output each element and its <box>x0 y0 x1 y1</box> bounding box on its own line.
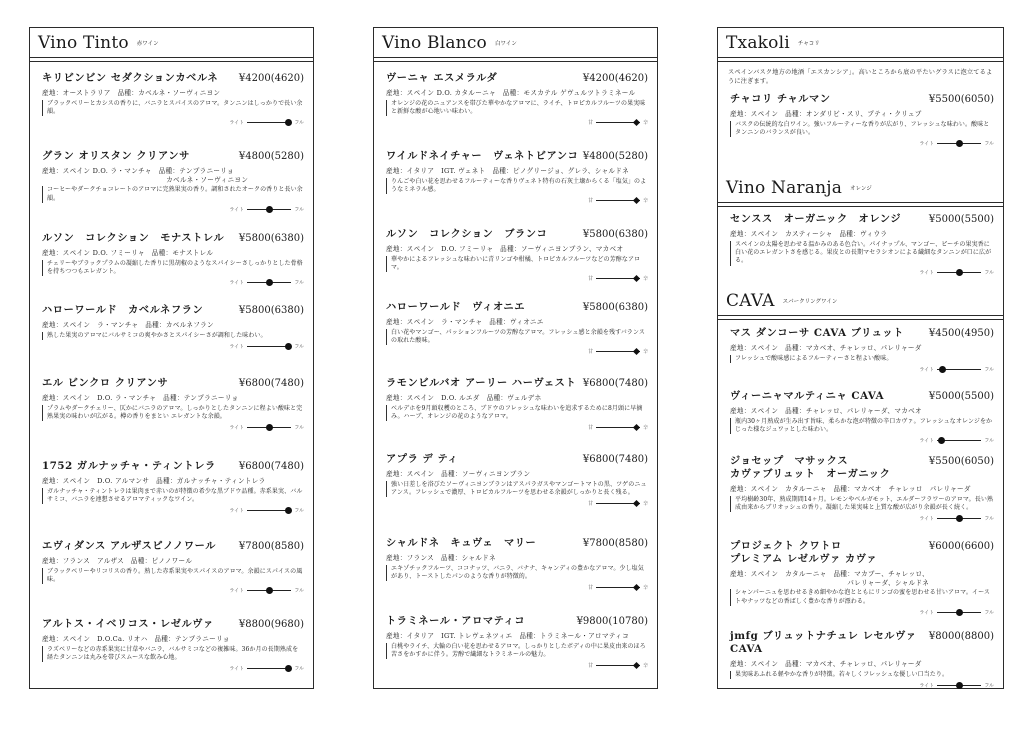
scale-left-label: ライト <box>229 588 245 595</box>
scale-track <box>937 612 981 613</box>
wine-description: ガルナッチャ・ティントレラは果肉まで赤いのが特徴の希少な黒ブドウ品種。赤系果実、バルサミコ、バニラを連想させるアロマティックなワイン。 <box>42 488 304 505</box>
taste-scale <box>730 437 994 444</box>
section-header <box>718 173 1003 203</box>
taste-scale <box>386 662 648 669</box>
section-header <box>718 28 1003 58</box>
wine-price: ¥5800(6380) <box>582 302 648 313</box>
scale-right-label: 辛 <box>642 198 648 205</box>
wine-description: エキゾチックフルーツ、ココナッツ、バニラ、バナナ、キャンディの豊かなアロマ。少し塩気があり、トーストしたパンのような香りが特徴的。 <box>386 565 648 582</box>
scale-left-label: ライト <box>229 508 245 515</box>
wine-name: ジョセップ マサックス カヴァブリュット オーガニック <box>730 455 891 480</box>
scale-marker <box>633 500 640 507</box>
scale-track <box>247 122 291 123</box>
wine-origin: 産地：スペイン 品種：マカベオ、チャレッロ、パレリャーダ <box>730 660 922 668</box>
scale-right-label: 辛 <box>642 425 648 432</box>
section-intro: スペインバスク地方の地酒「エスカンシア」。高いところから底の平たいグラスに泡立てるように注ぎます。 <box>728 69 993 85</box>
scale-right-label: 辛 <box>642 276 648 283</box>
wine-price: ¥7800(8580) <box>582 538 648 549</box>
scale-marker <box>956 682 963 689</box>
wine-header <box>386 453 648 466</box>
scale-right-label: 辛 <box>642 585 648 592</box>
scale-marker <box>956 609 963 616</box>
wine-description: ブラックベリーとカシスの香りに、バニラとスパイスのアロマ。タンニンはしっかりで長い余韻。 <box>42 100 304 117</box>
wine-origin: 産地：イタリア IGT. トレヴェネツィエ 品種：トラミネール・アロマティコ <box>386 632 629 640</box>
wine-name: シャルドネ キュヴェ マリー <box>386 537 537 549</box>
wine-description: 強い日差しを浴びたソーヴィニヨンブランはアスパラガスやマンゴートマトの黒、ツゲのニュアンス。フレッシュで濃厚、トロピカルフルーツを思わせる余韻がしっかりと長く残る。 <box>386 481 648 498</box>
wine-header <box>386 377 648 390</box>
wine-description: 白い花やマンゴー、パッションフルーツの芳醇なアロマ。フレッシュ感と余韻を残すバランスの取れた酸味。 <box>386 329 648 346</box>
scale-marker <box>285 343 292 350</box>
scale-marker <box>633 119 640 126</box>
wine-price: ¥5500(6050) <box>928 456 994 467</box>
wine-origin: 産地：スペイン ラ・マンチャ 品種：カベルネフラン <box>42 321 214 329</box>
wine-header <box>730 390 994 403</box>
scale-right-label: フル <box>984 438 994 445</box>
wine-item <box>730 455 994 522</box>
menu-panel-other <box>717 27 1004 689</box>
wine-item <box>42 232 304 286</box>
scale-left-label: 甘 <box>587 349 593 356</box>
wine-price: ¥6800(7480) <box>238 378 304 389</box>
wine-header <box>42 618 304 631</box>
wine-item <box>386 301 648 355</box>
wine-name: ワイルドネイチャー ヴェネトビアンコ <box>386 150 579 162</box>
wine-description: オレンジの花のニュアンスを帯びた華やかなアロマに、ライチ、トロピカルフルーツの果実味と新鮮な酸が心地いい味わい。 <box>386 100 648 117</box>
scale-track <box>937 685 981 686</box>
wine-header <box>42 150 304 163</box>
scale-marker <box>266 279 273 286</box>
scale-left-label: ライト <box>919 269 935 276</box>
wine-header <box>386 72 648 85</box>
scale-right-label: フル <box>984 367 994 373</box>
taste-scale <box>730 609 994 616</box>
wine-origin: 産地：スペイン D.O. ラ・マンチャ 品種：テンプラニーリョ カベルネ・ソーヴィニヨン <box>42 167 249 184</box>
wine-price: ¥4200(4620) <box>238 73 304 84</box>
scale-left-label: ライト <box>919 683 935 689</box>
scale-left-label: 甘 <box>587 198 593 205</box>
section-title: Txakoli <box>726 33 790 53</box>
scale-track <box>247 346 291 347</box>
scale-track <box>247 510 291 511</box>
scale-left-label: 甘 <box>587 425 593 432</box>
wine-item <box>730 213 994 276</box>
wine-name: グラン オリスタン クリアンサ <box>42 150 190 162</box>
scale-right-label: 辛 <box>642 663 648 670</box>
section-title: Vino Naranja <box>726 178 843 198</box>
wine-name: jmfg ブリュットナチュレ レセルヴァ CAVA <box>730 630 917 655</box>
scale-track <box>596 200 640 201</box>
wine-price: ¥9800(10780) <box>576 616 648 627</box>
wine-price: ¥5000(5500) <box>928 214 994 225</box>
wine-name: チャコリ チャルマン <box>730 93 831 105</box>
wine-origin: 産地：イタリア IGT. ヴェネト 品種：ピノグリージョ、グレラ、シャルドネ <box>386 167 629 175</box>
wine-price: ¥6800(7480) <box>582 378 648 389</box>
wine-price: ¥4800(5280) <box>238 151 304 162</box>
wine-price: ¥5000(5500) <box>928 391 994 402</box>
wine-description: ベルデホを9月頭収穫のところ、ブドウのフレッシュな味わいを追求するために8月頭に早摘み。ハーブ、オレンジの花のようなアロマ。 <box>386 405 648 422</box>
wine-name: ラモンビルバオ アーリー ハーヴェスト <box>386 377 577 389</box>
wine-header <box>730 630 994 656</box>
taste-scale <box>42 665 304 672</box>
wine-price: ¥4500(4950) <box>928 328 994 339</box>
scale-track <box>247 427 291 428</box>
scale-track <box>937 369 981 370</box>
scale-track <box>596 122 640 123</box>
scale-marker <box>266 587 273 594</box>
wine-price: ¥7800(8580) <box>238 541 304 552</box>
scale-marker <box>633 662 640 669</box>
taste-scale <box>730 682 994 689</box>
scale-track <box>937 518 981 519</box>
wine-item <box>42 540 304 594</box>
wine-price: ¥6800(7480) <box>582 454 648 465</box>
wine-description: ラズベリーなどの赤系果実に甘草やバニラ、バルサミコなどの複雑味。36か月の長期熟成を経たタンニンは丸みを帯びスムースな飲み心地。 <box>42 646 304 663</box>
scale-marker <box>285 665 292 672</box>
scale-marker <box>266 206 273 213</box>
wine-price: ¥6000(6600) <box>928 541 994 552</box>
wine-header <box>730 327 994 340</box>
wine-origin: 産地：スペイン D.O. アルマンサ 品種：ガルナッチャ・ティントレラ <box>42 477 266 485</box>
wine-item <box>42 460 304 514</box>
taste-scale <box>730 140 994 147</box>
wine-header <box>386 301 648 314</box>
wine-origin: 産地：スペイン 品種：ソーヴィニヨンブラン <box>386 470 531 478</box>
wine-price: ¥4800(5280) <box>582 151 648 162</box>
section-title: Vino Blanco <box>382 33 487 53</box>
wine-header <box>42 232 304 245</box>
wine-description: チェリーやブラックプラムの凝縮した香りに黒胡椒のようなスパイシーさしっかりとした骨格を持ちつつもエレガント。 <box>42 260 304 277</box>
scale-track <box>596 351 640 352</box>
wine-item <box>386 150 648 204</box>
scale-right-label: フル <box>294 588 304 595</box>
wine-description: フレッシュで酸味感によるフルーティーさと程よい酸味。 <box>730 355 994 363</box>
wine-item <box>386 453 648 507</box>
wine-name: センスス オーガニック オレンジ <box>730 213 902 225</box>
wine-origin: 産地：フランス アルザス 品種：ピノノワール <box>42 557 193 565</box>
scale-left-label: ライト <box>919 610 935 616</box>
wine-description: シャンパーニュを思わせるきめ細やかな泡とともにリンゴの蜜を思わせる甘いアロマ。イーストやナッツなどの香ばしく豊かな香りが漂わる。 <box>730 589 994 606</box>
scale-right-label: フル <box>294 280 304 287</box>
wine-name: プロジェクト クワトロ プレミアム レゼルヴァ カヴァ <box>730 540 878 565</box>
scale-right-label: フル <box>984 269 994 276</box>
wine-name: ハローワールド カベルネフラン <box>42 304 204 316</box>
section-title: Vino Tinto <box>38 33 129 53</box>
wine-name: ヴィーニャマルティニャ CAVA <box>730 390 885 402</box>
wine-name: エル ビンクロ クリアンサ <box>42 377 169 389</box>
wine-description: 華やかによるフレッシュな味わいに青リンゴや柑橘、トロピカルフルーツなどの芳醇なアロマ。 <box>386 256 648 273</box>
taste-scale <box>386 348 648 355</box>
scale-right-label: 辛 <box>642 349 648 356</box>
scale-marker <box>956 515 963 522</box>
wine-name: アプラ デ ティ <box>386 453 459 465</box>
section-subtitle: チャコリ <box>797 41 820 47</box>
wine-name: ハローワールド ヴィオニエ <box>386 301 526 313</box>
wine-header <box>42 540 304 553</box>
wine-header <box>386 228 648 241</box>
taste-scale <box>386 584 648 591</box>
wine-description: プラムやダークチェリー、仄かにバニラのアロマ。しっかりとしたタンニンに程よい酸味と完熟果実の味わいが広がる。樽の香りをまとい エレガントな余韻。 <box>42 405 304 422</box>
scale-track <box>247 590 291 591</box>
scale-marker <box>956 269 963 276</box>
section-subtitle: スパークリングワイン <box>782 299 838 305</box>
section-header <box>374 28 657 58</box>
scale-track <box>247 282 291 283</box>
section-title: CAVA <box>726 291 775 311</box>
taste-scale <box>386 197 648 204</box>
scale-left-label: ライト <box>229 344 245 350</box>
scale-right-label: フル <box>984 610 994 616</box>
scale-right-label: 辛 <box>642 120 648 127</box>
wine-item <box>42 150 304 213</box>
wine-price: ¥5800(6380) <box>238 233 304 244</box>
scale-marker <box>633 197 640 204</box>
scale-left-label: 甘 <box>587 276 593 283</box>
wine-name: トラミネール・アロマティコ <box>386 615 526 627</box>
scale-marker <box>939 366 946 373</box>
wine-header <box>386 615 648 628</box>
wine-origin: 産地：スペイン D.O.Ca. リオハ 品種：テンプラニーリョ <box>42 635 230 643</box>
scale-left-label: 甘 <box>587 501 593 508</box>
wine-header <box>42 72 304 85</box>
scale-marker <box>633 424 640 431</box>
scale-marker <box>956 140 963 147</box>
wine-price: ¥8000(8800) <box>928 631 994 642</box>
taste-scale <box>42 343 304 350</box>
wine-origin: 産地：スペイン D.O. フミーリャ 品種：ソーヴィニヨンブラン、マカベオ <box>386 245 624 253</box>
wine-origin: 産地：スペイン カスティーシャ 品種：ヴィウラ <box>730 230 888 238</box>
scale-track <box>937 272 981 273</box>
wine-description: りんごや白い花を思わせるフルーティーな香りヴェネト特有の石灰土壌からくる「塩気」のようなミネラル感。 <box>386 178 648 195</box>
wine-origin: 産地：スペイン D.O. カタルーニャ 品種：モスカテル ゲヴュルツトラミネール <box>386 89 636 97</box>
wine-header <box>42 304 304 317</box>
wine-name: ルソン コレクション モナストレル <box>42 232 225 244</box>
scale-marker <box>938 437 945 444</box>
wine-item <box>42 72 304 126</box>
wine-header <box>42 460 304 473</box>
wine-header <box>42 377 304 390</box>
wine-price: ¥8800(9680) <box>238 619 304 630</box>
wine-name: ルソン コレクション ブランコ <box>386 228 548 240</box>
taste-scale <box>730 515 994 522</box>
wine-description: 果実味あふれる軽やかな香りが特徴。若々しくフレッシュな優しい口当たり。 <box>730 671 994 679</box>
scale-track <box>937 143 981 144</box>
scale-track <box>596 503 640 504</box>
scale-right-label: フル <box>294 425 304 432</box>
scale-left-label: ライト <box>229 120 245 127</box>
taste-scale <box>42 507 304 514</box>
wine-name: ヴーニャ エスメラルダ <box>386 72 498 84</box>
scale-left-label: ライト <box>229 207 245 213</box>
taste-scale <box>386 275 648 282</box>
wine-origin: 産地：スペイン カタルーニャ 品種：マカブー、チャレッロ、 パレリャーダ、シャルドネ <box>730 570 930 587</box>
wine-price: ¥4200(4620) <box>582 73 648 84</box>
wine-item <box>386 615 648 669</box>
scale-track <box>596 278 640 279</box>
wine-name: エヴィダンス アルザスピノノワール <box>42 540 216 552</box>
wine-header <box>386 537 648 550</box>
wine-header <box>730 93 994 106</box>
taste-scale <box>386 500 648 507</box>
wine-item <box>730 93 994 147</box>
scale-track <box>596 665 640 666</box>
scale-track <box>937 440 981 441</box>
wine-description: 白桃やライチ、大輪の白い花を思わせるアロマ。しっかりとしたボディの中に果皮由来のほろ苦さをかすかに伴う。芳醇で繊細なトラミネールの魅力。 <box>386 643 648 660</box>
scale-marker <box>633 275 640 282</box>
wine-item <box>386 537 648 591</box>
scale-left-label: ライト <box>919 141 935 148</box>
taste-scale <box>386 119 648 126</box>
wine-description: 瓶内30ヶ月熟成が生み出す旨味、柔らかな泡が特徴の辛口カヴァ。フレッシュなオレンジをかじった様なジュワッとした味わい。 <box>730 418 994 435</box>
wine-price: ¥5500(6050) <box>928 94 994 105</box>
wine-description: コーヒーやダークチョコレートのアロマに完熟果実の香り。調和されたオークの香りと長い余韻。 <box>42 186 304 203</box>
wine-description: 熟した果実のアロマにバルサミコの爽やかさとスパイシーさが調和した味わい。 <box>42 332 304 340</box>
wine-origin: 産地：スペイン D.O. フミーリャ 品種：モナストレル <box>42 249 214 257</box>
scale-left-label: 甘 <box>587 585 593 592</box>
menu-panel-white <box>373 27 658 689</box>
scale-right-label: フル <box>294 344 304 350</box>
scale-right-label: フル <box>294 508 304 515</box>
wine-item <box>42 618 304 672</box>
wine-name: キリビンビン セダクションカベルネ <box>42 72 219 84</box>
scale-marker <box>633 584 640 591</box>
wine-origin: 産地：スペイン D.O. ラ・マンチャ 品種：テンプラニーリョ <box>42 394 239 402</box>
taste-scale <box>42 587 304 594</box>
scale-marker <box>633 348 640 355</box>
scale-left-label: ライト <box>229 280 245 287</box>
menu-panel-red <box>29 27 314 689</box>
wine-origin: 産地：スペイン ラ・マンチャ 品種：ヴィオニエ <box>386 318 544 326</box>
scale-left-label: ライト <box>919 438 935 445</box>
scale-right-label: フル <box>294 120 304 127</box>
section-subtitle: オレンジ <box>850 186 872 192</box>
scale-right-label: フル <box>984 141 994 148</box>
scale-left-label: 甘 <box>587 663 593 670</box>
wine-description: ブラックベリーやリコリスの香り。熟した赤系果実やスパイスのアロマ。余韻にスパイスの風味。 <box>42 568 304 585</box>
wine-description: スペインの太陽を思わせる温かみのある色合い。パイナップル、マンゴー、ピーチの果実香に白い花のエレガントさを感じる。果皮との長期マセラシオンによる繊細なタンニンが口に広がる。 <box>730 241 994 266</box>
section-subtitle: 白ワイン <box>494 41 517 47</box>
wine-header <box>730 213 994 226</box>
wine-name: アルトス・イベリコス・レゼルヴァ <box>42 618 214 630</box>
wine-name: 1752 ガルナッチャ・ティントレラ <box>42 460 216 472</box>
taste-scale <box>730 366 994 373</box>
wine-price: ¥5800(6380) <box>582 229 648 240</box>
wine-price: ¥6800(7480) <box>238 461 304 472</box>
taste-scale <box>42 119 304 126</box>
wine-item <box>730 390 994 444</box>
wine-item <box>386 72 648 126</box>
wine-origin: 産地：フランス 品種：シャルドネ <box>386 554 496 562</box>
wine-price: ¥5800(6380) <box>238 305 304 316</box>
scale-right-label: フル <box>294 666 304 673</box>
section-subtitle: 赤ワイン <box>136 41 159 47</box>
scale-marker <box>285 507 292 514</box>
scale-marker <box>285 119 292 126</box>
wine-origin: 産地：スペイン カタルーニャ 品種：マカベオ チャレッロ パレリャーダ <box>730 485 971 493</box>
wine-item <box>42 304 304 350</box>
scale-track <box>247 209 291 210</box>
scale-left-label: ライト <box>229 666 245 673</box>
wine-item <box>730 630 994 689</box>
wine-item <box>42 377 304 431</box>
wine-description: バスクの伝統的な白ワイン。強いフルーティーな香りが広がり、フレッシュな味わい。酸味とタンニンのバランスが良い。 <box>730 121 994 138</box>
scale-right-label: フル <box>294 207 304 213</box>
scale-right-label: フル <box>984 683 994 689</box>
scale-marker <box>266 424 273 431</box>
wine-item <box>730 540 994 616</box>
section-header <box>718 286 1003 316</box>
wine-item <box>730 327 994 373</box>
scale-left-label: 甘 <box>587 120 593 127</box>
wine-description: 平均樹齢30年、熟成期間14ヶ月。レモンやベルガモット、エルダーフラワーのアロマ。長い熟成由来からブリオッシュの香り。凝縮した果実味と上質な酸が広がり余韻が長く続く。 <box>730 496 994 513</box>
wine-header <box>730 455 994 481</box>
taste-scale <box>42 424 304 431</box>
taste-scale <box>42 279 304 286</box>
wine-origin: 産地：スペイン 品種：マカベオ、チャレッロ、パレリャーダ <box>730 344 922 352</box>
wine-name: マス ダンコーサ CAVA ブリュット <box>730 327 904 339</box>
wine-origin: 産地：スペイン 品種：オンダリビ・スリ、プティ・クリュブ <box>730 110 922 118</box>
taste-scale <box>42 206 304 213</box>
scale-left-label: ライト <box>229 425 245 432</box>
scale-track <box>596 427 640 428</box>
taste-scale <box>386 424 648 431</box>
section-header <box>30 28 313 58</box>
wine-header <box>730 540 994 566</box>
wine-item <box>386 228 648 282</box>
taste-scale <box>730 269 994 276</box>
wine-origin: 産地：スペイン D.O. ルエダ 品種：ヴェルデホ <box>386 394 542 402</box>
scale-left-label: ライト <box>919 367 935 373</box>
scale-track <box>247 668 291 669</box>
scale-left-label: ライト <box>919 516 935 523</box>
wine-item <box>386 377 648 431</box>
scale-right-label: フル <box>984 516 994 523</box>
scale-right-label: 辛 <box>642 501 648 508</box>
wine-origin: 産地：オーストラリア 品種：カベルネ・ソーヴィニヨン <box>42 89 221 97</box>
wine-header <box>386 150 648 163</box>
wine-origin: 産地：スペイン 品種：チャレッロ、パレリャーダ、マカベオ <box>730 407 922 415</box>
scale-track <box>596 587 640 588</box>
